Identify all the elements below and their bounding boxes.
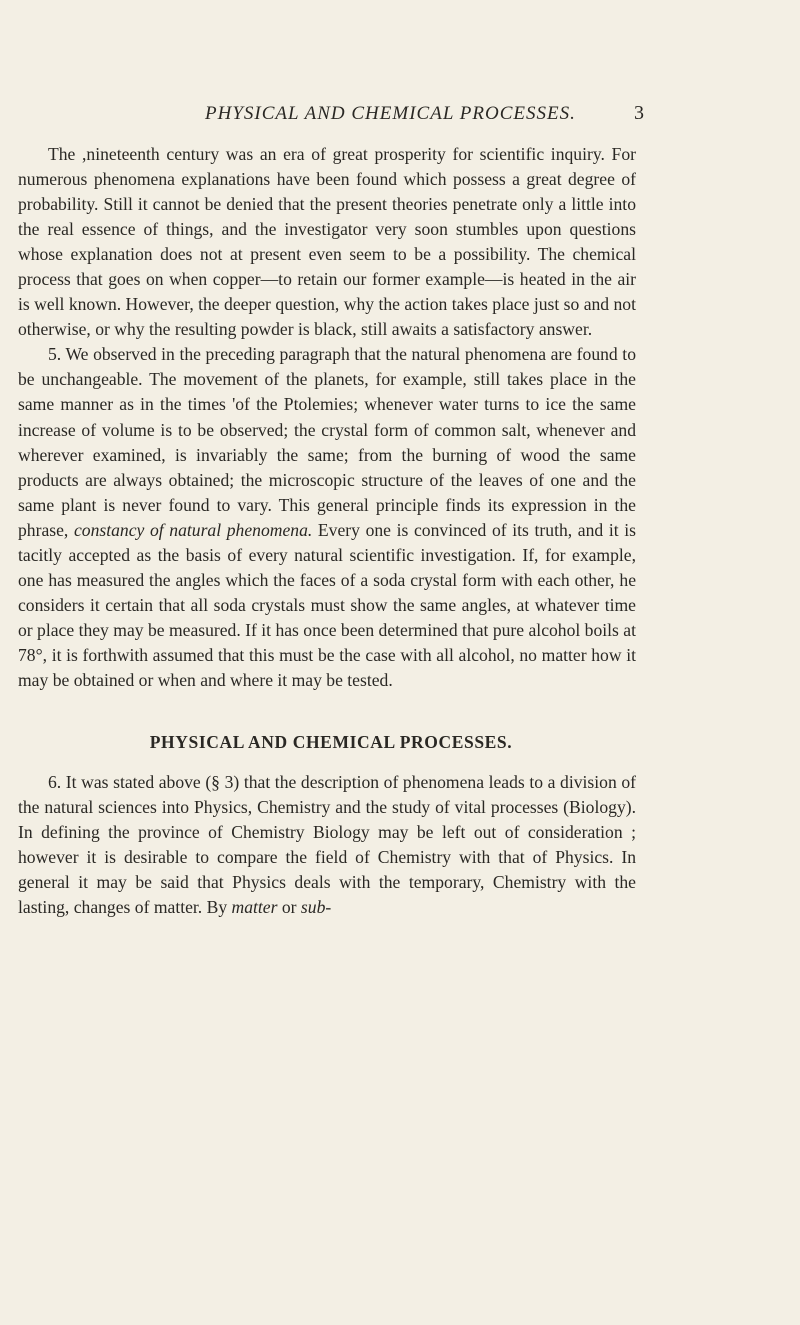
emphasized-phrase: constancy of natural phenomena. — [73, 519, 313, 540]
paragraph-section-5 — [18, 342, 636, 693]
body-text — [18, 142, 636, 920]
paragraph-text: Every one is convinced of its truth, and it is tacitly accepted as the basis of every natural scientific investigation. If, for example, one has measured the angles which the faces of a soda crystal form with each other, he considers it certain that all soda crystals must show the same angles, at whatever time or place they may be measured. If it has once been determined that pure alcohol boils at 78°, it is forthwith assumed that this must be the case with all alcohol, no matter how it may be obtained or when and where it may be tested. — [18, 519, 637, 690]
paragraph-text: or — [277, 897, 301, 918]
emphasized-word: matter — [231, 897, 278, 918]
emphasized-word: sub- — [300, 897, 332, 918]
running-head: PHYSICAL AND CHEMICAL PROCESSES. — [205, 103, 576, 124]
paragraph-nineteenth-century: The ,nineteenth century was an era of great prosperity for scientific inquiry. For numerous phenomena explanations have been found which possess a great degree of probability. Still it cannot be denied that the present theories penetrate only a little into the real essence of things, and the investigator very soon stumbles upon questions whose explanation does not at present even seem to be a possibility. The chemical process that goes on when copper—to retain our former example—is heated in the air is well known. However, the deeper question, why the action takes place just so and not otherwise, or why the resulting powder is black, still awaits a satisfactory answer. — [18, 144, 636, 340]
paragraph-section-6 — [18, 770, 636, 920]
paragraph-text: 6. It was stated above (§ 3) that the description of phenomena leads to a division of the natural sciences into Physics, Chemistry and the study of vital processes (Biology). In defining the province of Chemistry Biology may be left out of consideration ; however it is desirable to compare the field of Chemistry with that of Physics. In general it may be said that Physics deals with the temporary, Chemistry with the lasting, changes of matter. By — [18, 772, 636, 918]
page-number: 3 — [634, 102, 644, 124]
section-heading: PHYSICAL AND CHEMICAL PROCESSES. — [149, 732, 513, 753]
paragraph-text: 5. We observed in the preceding paragraph that the natural phenomena are found to be unchangeable. The movement of the planets, for example, still takes place in the same manner as in the times 'of the Ptolemies; whenever water turns to ice the same increase of volume is to be observed; the crystal form of common salt, whenever and wherever examined, is invariably the same; from the burning of wood the same products are always obtained; the microscopic structure of the leaves of one and the same plant is never found to vary. This general principle finds its expression in the phrase, — [18, 344, 636, 540]
